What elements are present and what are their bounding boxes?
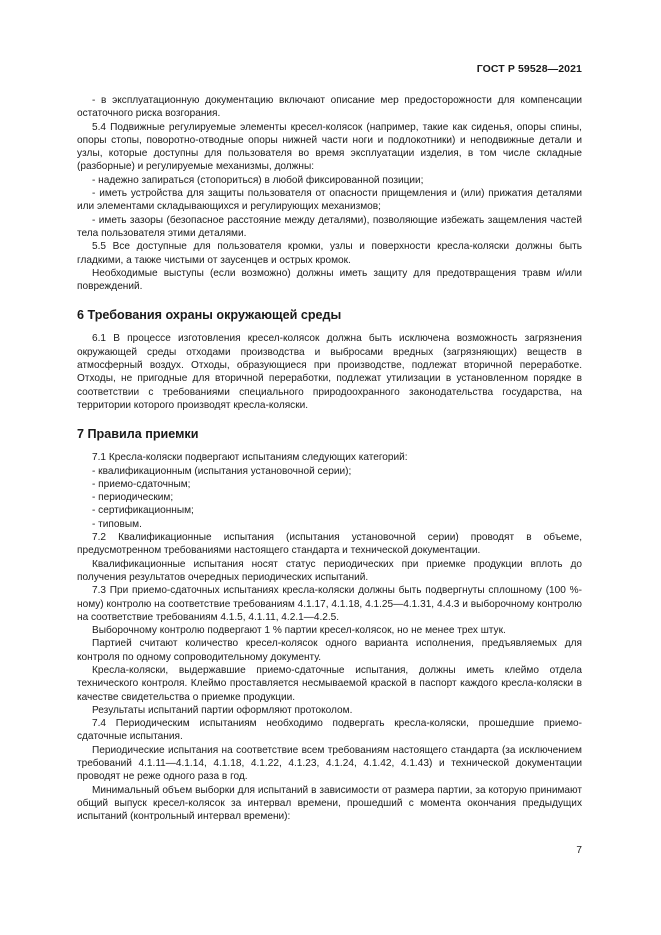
paragraph: 7.2 Квалификационные испытания (испытания установочной серии) проводят в объеме, предусмотренном требованиями настоящего стандарта и технической документации. <box>77 532 582 557</box>
list-item: - сертификационным; <box>92 505 194 517</box>
list-item: - иметь устройства для защиты пользователя от опасности прищемления и (или) прижатия деталями или элементами складывающихся и регулирующих механизмов; <box>77 188 582 213</box>
list-item: - иметь зазоры (безопасное расстояние между деталями), позволяющие избежать защемления частей тела пользователя этими деталями. <box>77 214 582 239</box>
paragraph: Минимальный объем выборки для испытаний в зависимости от размера партии, за которую принимают общий выпуск кресел-колясок за интервал времени, прошедший с момента окончания предыдущих испытаний (контрольный интервал времени): <box>77 784 582 823</box>
paragraph: - в эксплуатационную документацию включают описание мер предосторожности для компенсации остаточного риска возгорания. <box>77 95 582 120</box>
list-item: - приемо-сдаточным; <box>92 478 191 490</box>
paragraph: 6.1 В процессе изготовления кресел-колясок должна быть исключена возможность загрязнения окружающей среды отходами производства и выбросами вредных (загрязняющих) веществ в атмосферный воздух. Отходы, образующиеся при производстве, подлежат вторичной переработке. Отходы, не пригодные для вторичной переработки, подлежат утилизации в установленном порядке в соответствии с требованиями специального природоохранного законодательства государства, на территории которого производят кресла-коляски. <box>77 333 582 411</box>
paragraph: 5.4 Подвижные регулируемые элементы кресел-колясок (например, такие как сиденья, опоры спины, опоры стопы, поворотно-отводные опоры нижней части ноги и подлокотники) и неподвижные детали и узлы, которые доступны для пользователя во время эксплуатации изделия, в том числе складные (разборные) и регулируемые механизмы, должны: <box>77 121 582 173</box>
list-item: - квалификационным (испытания установочной серии); <box>92 465 352 477</box>
paragraph: 5.5 Все доступные для пользователя кромки, узлы и поверхности кресла-коляски должны быть гладкими, а также чистыми от заусенцев и острых кромок. <box>77 241 582 266</box>
document-code: ГОСТ Р 59528—2021 <box>476 63 582 75</box>
list-item: - типовым. <box>92 518 142 530</box>
page-number: 7 <box>576 845 582 856</box>
list-item: - надежно запираться (стопориться) в любой фиксированной позиции; <box>92 174 424 186</box>
section-heading-6: 6 Требования охраны окружающей среды <box>77 308 342 323</box>
page-body <box>77 94 582 824</box>
paragraph: Выборочному контролю подвергают 1 % партии кресел-колясок, но не менее трех штук. <box>92 625 506 637</box>
section-heading-7: 7 Правила приемки <box>77 427 199 442</box>
paragraph: 7.4 Периодическим испытаниям необходимо подвергать кресла-коляски, прошедшие приемо-сдаточные испытания. <box>77 718 582 743</box>
paragraph: Результаты испытаний партии оформляют протоколом. <box>92 704 353 716</box>
paragraph: 7.1 Кресла-коляски подвергают испытаниям следующих категорий: <box>92 452 408 464</box>
paragraph: Партией считают количество кресел-колясок одного варианта исполнения, предъявляемых для контроля по одному сопроводительному документу. <box>77 638 582 663</box>
paragraph: Периодические испытания на соответствие всем требованиям настоящего стандарта (за исключением требований 4.1.11—4.1.14, 4.1.18, 4.1.22, 4.1.23, 4.1.24, 4.1.42, 4.1.43) и технической документации проводят не реже одного раза в год. <box>77 744 582 783</box>
paragraph: Квалификационные испытания носят статус периодических при приемке продукции вплоть до получения результатов очередных периодических испытаний. <box>77 558 582 583</box>
paragraph: 7.3 При приемо-сдаточных испытаниях кресла-коляски должны быть подвергнуты сплошному (100 %-ному) контролю на соответствие требованиям 4.1.17, 4.1.18, 4.1.25—4.1.31, 4.4.3 и выборочному контролю на соответствие требованиям 4.1.5, 4.1.11, 4.2.1—4.2.5. <box>77 585 582 623</box>
paragraph: Необходимые выступы (если возможно) должны иметь защиту для предотвращения травм и/или повреждений. <box>77 267 582 293</box>
list-item: - периодическим; <box>92 492 174 504</box>
paragraph: Кресла-коляски, выдержавшие приемо-сдаточные испытания, должны иметь клеймо отдела технического контроля. Клеймо проставляется несмываемой краской в паспорт каждого кресла-коляски в качестве свидетельства о приемке продукции. <box>77 664 582 703</box>
